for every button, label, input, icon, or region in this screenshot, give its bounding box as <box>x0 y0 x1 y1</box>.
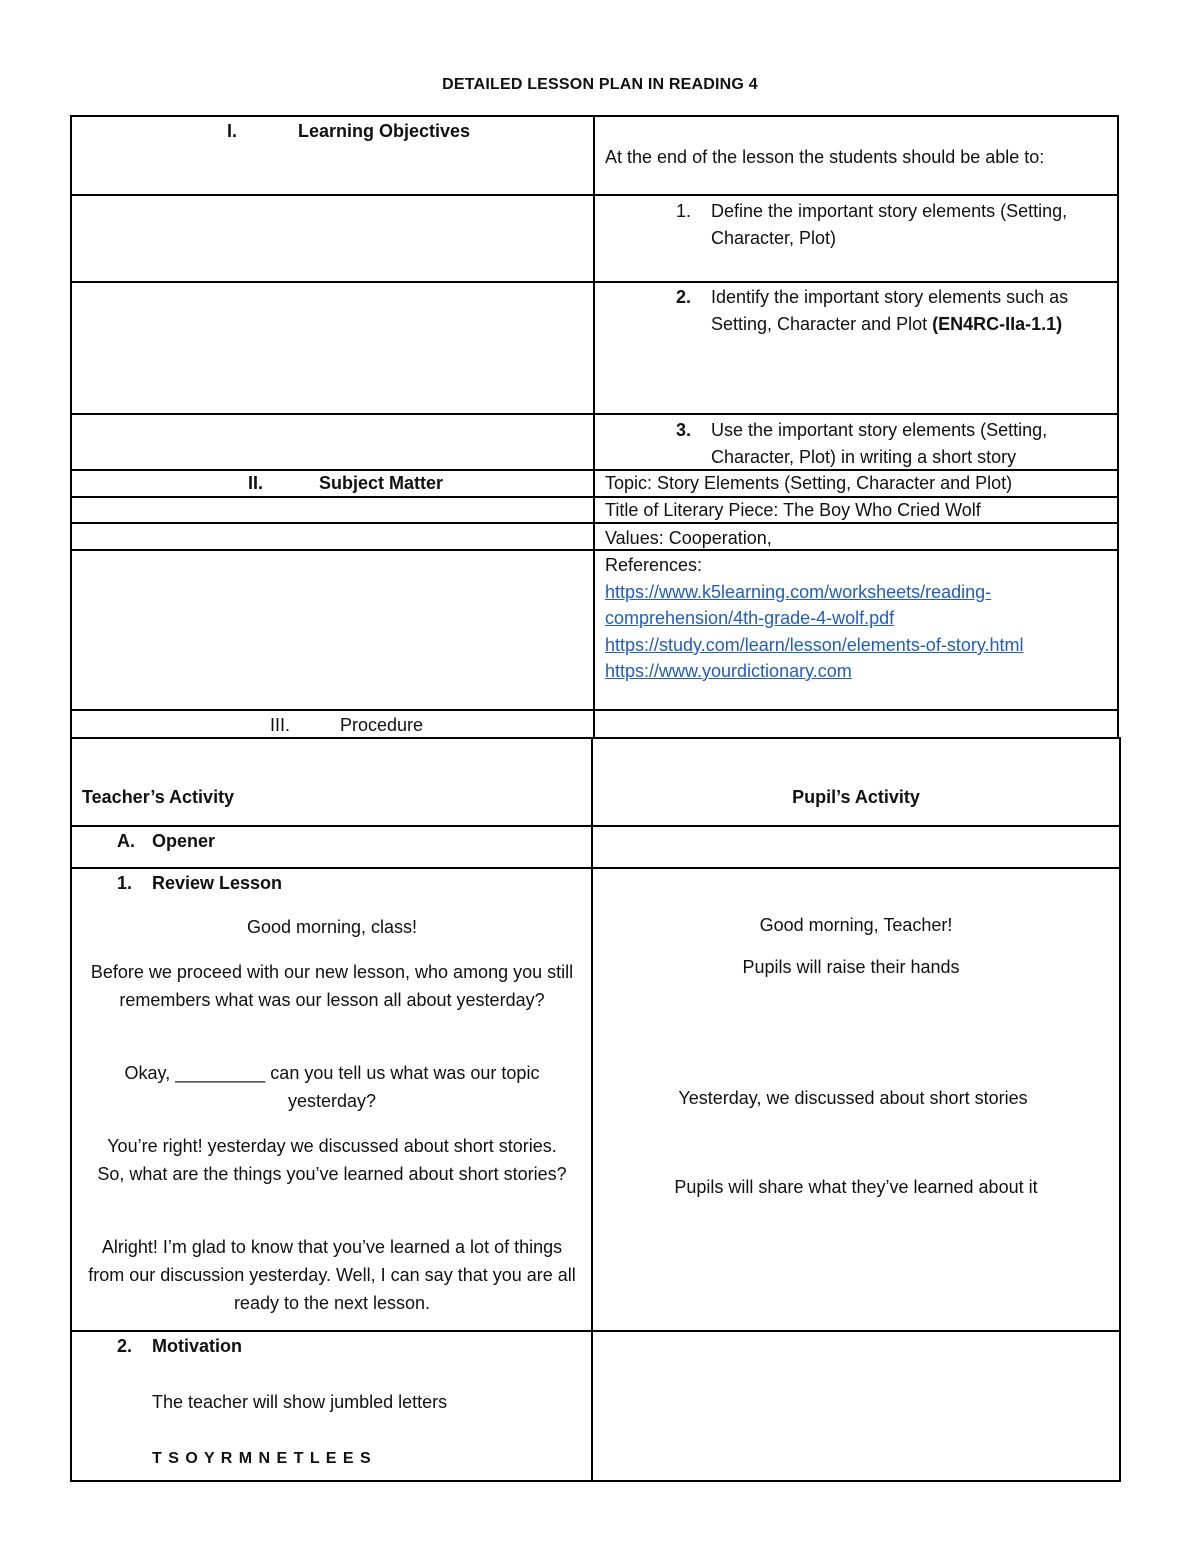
objective-3-number: 3. <box>676 420 692 440</box>
section-3-heading: Procedure <box>340 715 424 735</box>
section-2-numeral: II. <box>248 473 264 493</box>
section-2-heading: Subject Matter <box>319 473 444 493</box>
motivation-number: 2. <box>117 1336 133 1356</box>
review-number: 1. <box>117 873 133 893</box>
objective-1: Define the important story elements (Setting, Character, Plot) <box>711 201 1068 248</box>
pupil-response-3: Pupils will share what they’ve learned about it <box>674 1177 1038 1197</box>
reference-link-3[interactable]: https://www.yourdictionary.com <box>605 661 852 681</box>
motivation-heading: Motivation <box>152 1336 242 1356</box>
pupil-response-1: Pupils will raise their hands <box>742 957 960 977</box>
pupil-activity-header: Pupil’s Activity <box>792 787 920 807</box>
reference-link-1[interactable]: https://www.k5learning.com/worksheets/reading- <box>605 582 992 602</box>
objective-1-number: 1. <box>676 201 692 221</box>
pupil-greeting: Good morning, Teacher! <box>759 915 953 935</box>
review-heading: Review Lesson <box>152 873 283 893</box>
motivation-instruction: The teacher will show jumbled letters <box>152 1392 448 1412</box>
reference-link-1-cont[interactable]: comprehension/4th-grade-4-wolf.pdf <box>605 608 895 628</box>
objectives-intro: At the end of the lesson the students should be able to: <box>605 147 1045 167</box>
teacher-question-2: Okay, _________ can you tell us what was our topic yesterday? <box>124 1063 540 1111</box>
objective-3: Use the important story elements (Setting, Character, Plot) in writing a short story <box>711 420 1048 467</box>
opener-letter: A. <box>117 831 135 851</box>
values: Values: Cooperation, <box>605 528 772 548</box>
teacher-closing: Alright! I’m glad to know that you’ve learned a lot of things from our discussion yesterday. Well, I can say that you are all ready to the next lesson. <box>88 1237 576 1313</box>
teacher-greeting: Good morning, class! <box>246 917 418 937</box>
competency-code: (EN4RC-IIa-1.1) <box>932 314 1063 334</box>
objective-2-number: 2. <box>676 287 692 307</box>
objective-2: Identify the important story elements such as Setting, Character and Plot (EN4RC-IIa-1.1) <box>711 287 1069 334</box>
document-title: DETAILED LESSON PLAN IN READING 4 <box>442 76 758 93</box>
teacher-question-1: Before we proceed with our new lesson, who among you still remembers what was our lesson all about yesterday? <box>90 962 574 1010</box>
pupil-response-2: Yesterday, we discussed about short stories <box>678 1088 1028 1108</box>
teacher-activity-header: Teacher’s Activity <box>82 787 235 807</box>
section-1-numeral: I. <box>227 121 238 141</box>
topic: Topic: Story Elements (Setting, Character and Plot) <box>605 473 1013 493</box>
literary-piece-title: Title of Literary Piece: The Boy Who Cried Wolf <box>605 500 981 520</box>
references-label: References: <box>605 555 703 575</box>
section-1-heading: Learning Objectives <box>298 121 471 141</box>
jumbled-letters: T S O Y R M N E T L E E S <box>152 1450 372 1467</box>
section-3-numeral: III. <box>270 715 291 735</box>
opener-heading: Opener <box>152 831 216 851</box>
teacher-question-3: You’re right! yesterday we discussed about short stories. So, what are the things you’ve learned about short stories? <box>97 1136 567 1184</box>
reference-link-2[interactable]: https://study.com/learn/lesson/elements-of-story.html <box>605 635 1024 655</box>
